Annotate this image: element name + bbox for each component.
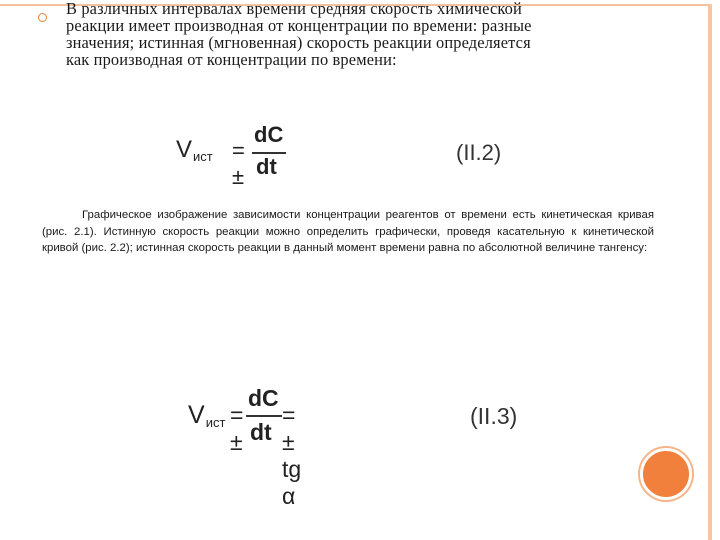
decorative-orange-circle — [640, 448, 692, 500]
formula-denominator: dt — [256, 154, 277, 179]
bullet-icon — [38, 13, 47, 22]
formula-velocity-symbol: Vист — [176, 136, 213, 164]
formula-tangent-expression: = ± tg α — [282, 402, 302, 509]
formula-velocity-symbol: Vист — [188, 401, 226, 430]
intro-text: В различных интервалах времени средняя скорость химической реакции имеет производная от концентрации по времени: разные значения; истинная (мгновенная) скорость реакции определяется как производная от концентрации по времени: — [66, 0, 532, 69]
body-paragraph-text: Графическое изображение зависимости концентрации реагентов от времени есть кинетическая кривая (рис. 2.1). Истинную скорость реакции можно определить графически, проведя касательную к кинетической кривой (рис. 2.2); истинная скорость реакции в данный момент времени равна по абсолютной величине тангенсу: — [42, 209, 654, 254]
formula-denominator: dt — [250, 419, 272, 445]
formula-numerator: dC — [248, 385, 279, 411]
slide-frame-right — [708, 4, 712, 540]
formula-equals-plusminus: = ± — [230, 402, 244, 455]
formula-number-label: (II.2) — [456, 140, 502, 165]
formula-velocity-subscript: ист — [193, 149, 213, 164]
formula-numerator: dC — [254, 122, 284, 147]
fraction-bar — [246, 415, 282, 417]
body-paragraph — [42, 207, 654, 257]
formula-equals-plusminus: = ± — [232, 138, 245, 189]
formula-number-label: (II.3) — [470, 403, 518, 429]
formula-velocity-subscript: ист — [205, 415, 226, 430]
intro-paragraph — [66, 0, 646, 68]
